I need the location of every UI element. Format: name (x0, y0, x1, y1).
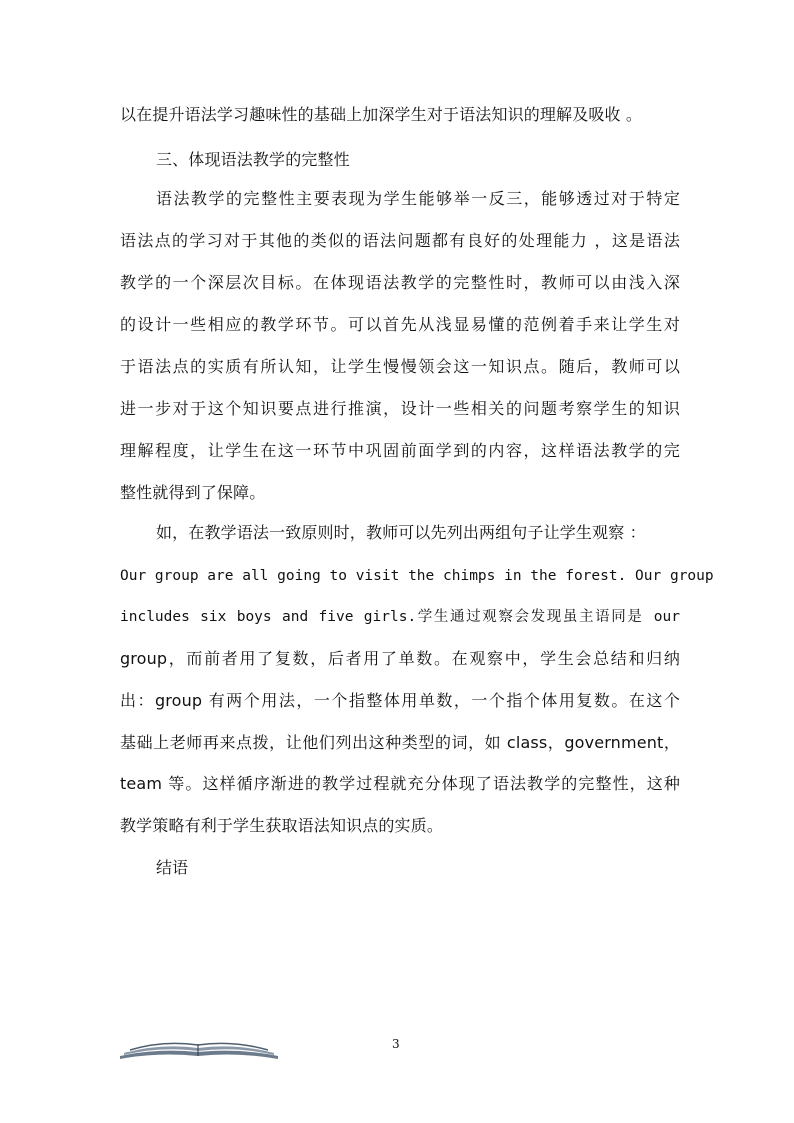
paragraph-line: 基础上老师再来点拨，让他们列出这种类型的词，如 class，government， (120, 733, 680, 752)
paragraph-line: 出：group 有两个用法，一个指整体用单数，一个指个体用复数。在这个 (120, 691, 680, 710)
paragraph-line: team 等。这样循序渐进的教学过程就充分体现了语法教学的完整性，这种 (120, 774, 680, 793)
paragraph-line: Our group are all going to visit the chimps in the forest. Our group (120, 568, 714, 584)
paragraph-line: 进一步对于这个知识要点进行推演，设计一些相关的问题考察学生的知识 (120, 399, 680, 418)
paragraph-line: 的设计一些相应的教学环节。可以首先从浅显易懂的范例着手来让学生对 (120, 315, 680, 334)
paragraph-line: 理解程度，让学生在这一环节中巩固前面学到的内容，这样语法教学的完 (120, 441, 680, 460)
paragraph-line: 以在提升语法学习趣味性的基础上加深学生对于语法知识的理解及吸收 。 (120, 105, 643, 124)
open-book-icon (118, 1034, 280, 1060)
paragraph-line: 教学策略有利于学生获取语法知识点的实质。 (120, 816, 444, 835)
paragraph-line: 语法教学的完整性主要表现为学生能够举一反三，能够透过对于特定 (156, 189, 680, 208)
paragraph-line: 教学的一个深层次目标。在体现语法教学的完整性时，教师可以由浅入深 (120, 273, 680, 292)
paragraph-line: 语法点的学习对于其他的类似的语法问题都有良好的处理能力 ，这是语法 (120, 231, 680, 250)
paragraph-line: includes six boys and five girls.学生通过观察会发现虽主语同是 our (120, 609, 680, 625)
paragraph-line: 整性就得到了保障。 (120, 483, 266, 502)
section-heading: 结语 (156, 858, 189, 877)
paragraph-line: group，而前者用了复数，后者用了单数。在观察中，学生会总结和归纳 (120, 649, 680, 668)
paragraph-line: 如，在教学语法一致原则时，教师可以先列出两组句子让学生观察 ： (156, 523, 646, 542)
page-number: 3 (392, 1037, 400, 1051)
section-heading: 三、体现语法教学的完整性 (156, 150, 350, 169)
paragraph-line: 于语法点的实质有所认知，让学生慢慢领会这一知识点。随后，教师可以 (120, 357, 680, 376)
